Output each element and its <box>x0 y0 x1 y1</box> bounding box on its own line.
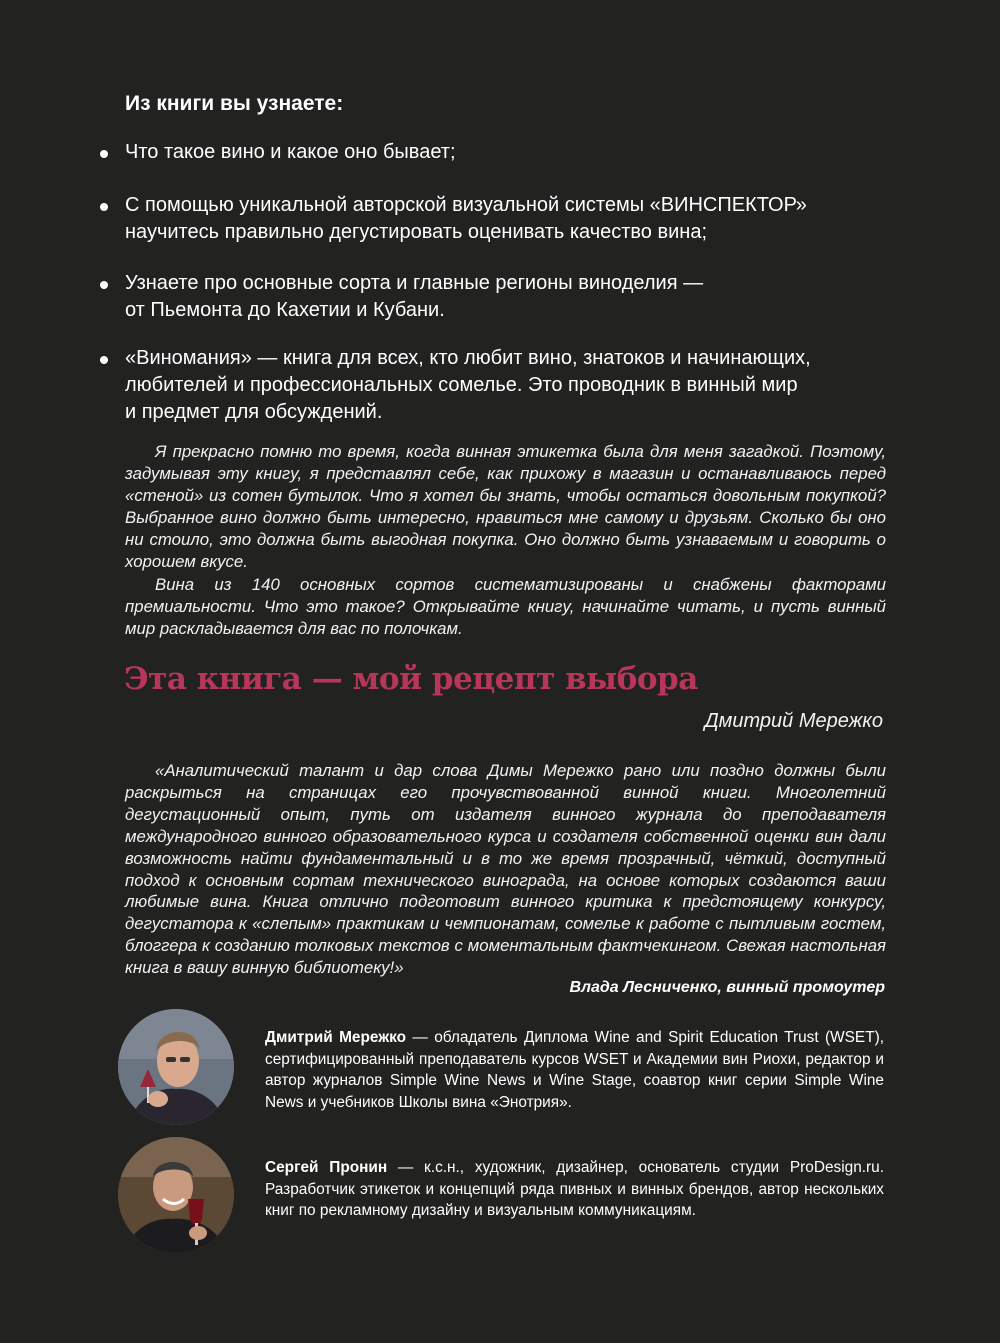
learn-bullet-line: «Виномания» — книга для всех, кто любит вино, знатоков и начинающих, <box>125 347 811 369</box>
learn-bullet-line: научитесь правильно дегустировать оценивать качество вина; <box>125 221 708 243</box>
author-signature: Дмитрий Мережко <box>704 710 883 732</box>
author-bio-merezhko <box>265 1027 884 1113</box>
learn-heading: Из книги вы узнаете: <box>125 92 344 115</box>
intro-paragraph: Вина из 140 основных сортов систематизированы и снабжены факторами премиальности. Что это такое? Открывайте книгу, начинайте читать, и пусть винный мир раскладывается для вас по полочкам. <box>125 574 886 638</box>
learn-bullet-line: С помощью уникальной авторской визуальной системы «ВИНСПЕКТОР» <box>125 194 807 216</box>
learn-bullet-line: и предмет для обсуждений. <box>125 401 383 423</box>
author-intro <box>125 441 886 640</box>
learn-bullet-line: от Пьемонта до Кахетии и Кубани. <box>125 299 445 321</box>
author-photo-merezhko <box>118 1009 234 1125</box>
author-bio-pronin <box>265 1157 884 1222</box>
portrait-illustration <box>118 1009 234 1125</box>
bullet-dot-icon <box>100 356 108 364</box>
author-name: Сергей Пронин <box>265 1159 388 1176</box>
learn-bullet-line: Что такое вино и какое оно бывает; <box>125 141 456 163</box>
testimonial-author: Влада Лесниченко, винный промоутер <box>569 979 885 996</box>
bullet-dot-icon <box>100 203 108 211</box>
learn-bullet-1 <box>100 139 456 166</box>
testimonial-quote: «Аналитический талант и дар слова Димы Мережко рано или поздно должны были раскрыться на страницах его прочувствованной винной книги. Многолетний дегустационный опыт, путь от издателя винного журнала до преподавателя международного винного образовательного курса и создателя собственной оценки вин дали возможность найти фундаментальный и в то же время прозрачный, чёткий, доступный подход к основным сортам технического винограда, на основе которых создаются ваши любимые вина. Книга отлично подготовит винного критика к предстоящему конкурсу, дегустатора к «слепым» практикам и чемпионатам, сомелье к работе с пытливым гостем, блоггера к созданию толковых текстов с моментальным фактчекингом. Свежая настольная книга в вашу винную библиотеку!» <box>125 761 886 978</box>
author-photo-pronin <box>118 1137 234 1253</box>
bullet-dot-icon <box>100 150 108 158</box>
author-name: Дмитрий Мережко <box>265 1029 407 1046</box>
learn-bullet-3 <box>100 270 703 324</box>
intro-paragraph: Я прекрасно помню то время, когда винная этикетка была для меня загадкой. Поэтому, задумывая эту книгу, я представлял себе, как прихожу в магазин и останавливаюсь перед «стеной» из сотен бутылок. Что я хотел бы знать, чтобы остаться довольным покупкой? Выбранное вино должно быть интересно, нравиться мне самому и друзьям. Сколько бы оно ни стоило, это должна быть выгодная покупка. Оно должно быть узнаваемым и говорить о хорошем вкусе. <box>125 442 886 572</box>
learn-bullet-line: Узнаете про основные сорта и главные регионы виноделия — <box>125 272 704 294</box>
bullet-dot-icon <box>100 281 108 289</box>
portrait-illustration <box>118 1137 234 1253</box>
learn-bullet-line: любителей и профессиональных сомелье. Это проводник в винный мир <box>125 374 798 396</box>
recipe-title: Эта книга — мой рецепт выбора <box>124 661 698 697</box>
author-bio-text: — обладатель Диплома Wine and Spirit Education Trust (WSET), сертифицированный преподаватель курсов WSET и Академии вин Риохи, редактор и автор журналов Simple Wine News и Wine Stage, соавтор книг серии Simple Wine News и учебников Школы вина «Энотрия». <box>265 1029 884 1111</box>
learn-bullet-2 <box>100 192 807 246</box>
learn-bullet-4 <box>100 345 811 426</box>
author-bio-text: — к.с.н., художник, дизайнер, основатель студии ProDesign.ru. Разработчик этикеток и концепций ряда пивных и винных брендов, автор нескольких книг по рекламному дизайну и визуальным коммуникациям. <box>265 1159 884 1220</box>
